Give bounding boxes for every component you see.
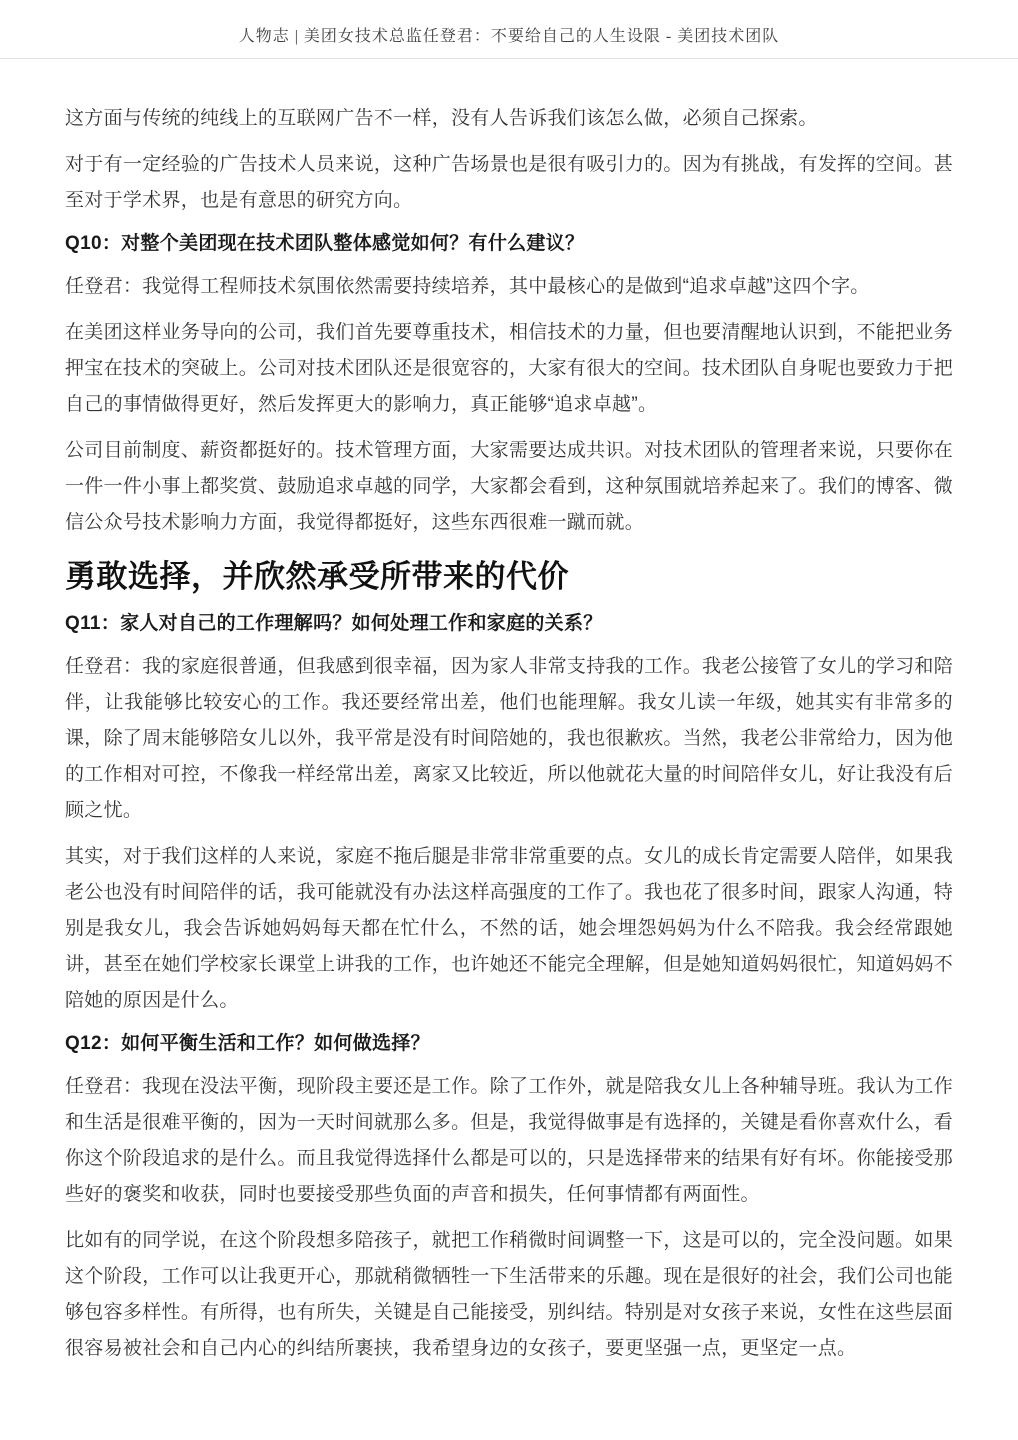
article-paragraph: 这方面与传统的纯线上的互联网广告不一样，没有人告诉我们该怎么做，必须自己探索。: [65, 108, 818, 129]
article-paragraph: 其实，对于我们这样的人来说，家庭不拖后腿是非常非常重要的点。女儿的成长肯定需要人陪伴，如果我老公也没有时间陪伴的话，我可能就没有办法这样高强度的工作了。我也花了很多时间，跟家人沟通，特别是我女儿，我会告诉她妈妈每天都在忙什么，不然的话，她会埋怨妈妈为什么不陪我。我会经常跟她讲，甚至在她们学校家长课堂上讲我的工作，也许她还不能完全理解，但是她知道妈妈很忙，知道妈妈不陪她的原因是什么。: [65, 846, 953, 1011]
question-heading: Q10：对整个美团现在技术团队整体感觉如何？有什么建议？: [65, 233, 585, 254]
page-header-title: 人物志 | 美团女技术总监任登君：不要给自己的人生设限 - 美团技术团队: [238, 28, 780, 45]
section-heading: 勇敢选择，并欣然承受所带来的代价: [65, 559, 569, 594]
article-paragraph: 比如有的同学说，在这个阶段想多陪孩子，就把工作稍微时间调整一下，这是可以的，完全没问题。如果这个阶段，工作可以让我更开心，那就稍微牺牲一下生活带来的乐趣。现在是很好的社会，我们公司也能够包容多样性。有所得，也有所失，关键是自己能接受，别纠结。特别是对女孩子来说，女性在这些层面很容易被社会和自己内心的纠结所裹挟，我希望身边的女孩子，要更坚强一点，更坚定一点。: [65, 1230, 953, 1359]
article-paragraph: 任登君：我的家庭很普通，但我感到很幸福，因为家人非常支持我的工作。我老公接管了女儿的学习和陪伴，让我能够比较安心的工作。我还要经常出差，他们也能理解。我女儿读一年级，她其实有非常多的课，除了周末能够陪女儿以外，我平常是没有时间陪她的，我也很歉疚。当然，我老公非常给力，因为他的工作相对可控，不像我一样经常出差，离家又比较近，所以他就花大量的时间陪伴女儿，好让我没有后顾之忧。: [65, 656, 953, 821]
question-heading: Q12：如何平衡生活和工作？如何做选择？: [65, 1033, 430, 1054]
article-body: [0, 59, 1018, 1367]
article-paragraph: 公司目前制度、薪资都挺好的。技术管理方面，大家需要达成共识。对技术团队的管理者来说，只要你在一件一件小事上都奖赏、鼓励追求卓越的同学，大家都会看到，这种氛围就培养起来了。我们的博客、微信公众号技术影响力方面，我觉得都挺好，这些东西很难一蹴而就。: [65, 440, 953, 533]
page-header: [0, 0, 1018, 59]
article-paragraph: 在美团这样业务导向的公司，我们首先要尊重技术，相信技术的力量，但也要清醒地认识到，不能把业务押宝在技术的突破上。公司对技术团队还是很宽容的，大家有很大的空间。技术团队自身呢也要致力于把自己的事情做得更好，然后发挥更大的影响力，真正能够“追求卓越”。: [65, 322, 953, 415]
article-paragraph: 任登君：我现在没法平衡，现阶段主要还是工作。除了工作外，就是陪我女儿上各种辅导班。我认为工作和生活是很难平衡的，因为一天时间就那么多。但是，我觉得做事是有选择的，关键是看你喜欢什么，看你这个阶段追求的是什么。而且我觉得选择什么都是可以的，只是选择带来的结果有好有坏。你能接受那些好的褒奖和收获，同时也要接受那些负面的声音和损失，任何事情都有两面性。: [65, 1076, 953, 1205]
question-heading: Q11：家人对自己的工作理解吗？如何处理工作和家庭的关系？: [65, 613, 603, 634]
article-paragraph: 对于有一定经验的广告技术人员来说，这种广告场景也是很有吸引力的。因为有挑战，有发挥的空间。甚至对于学术界，也是有意思的研究方向。: [65, 154, 953, 211]
article-paragraph: 任登君：我觉得工程师技术氛围依然需要持续培养，其中最核心的是做到“追求卓越”这四个字。: [65, 276, 870, 297]
